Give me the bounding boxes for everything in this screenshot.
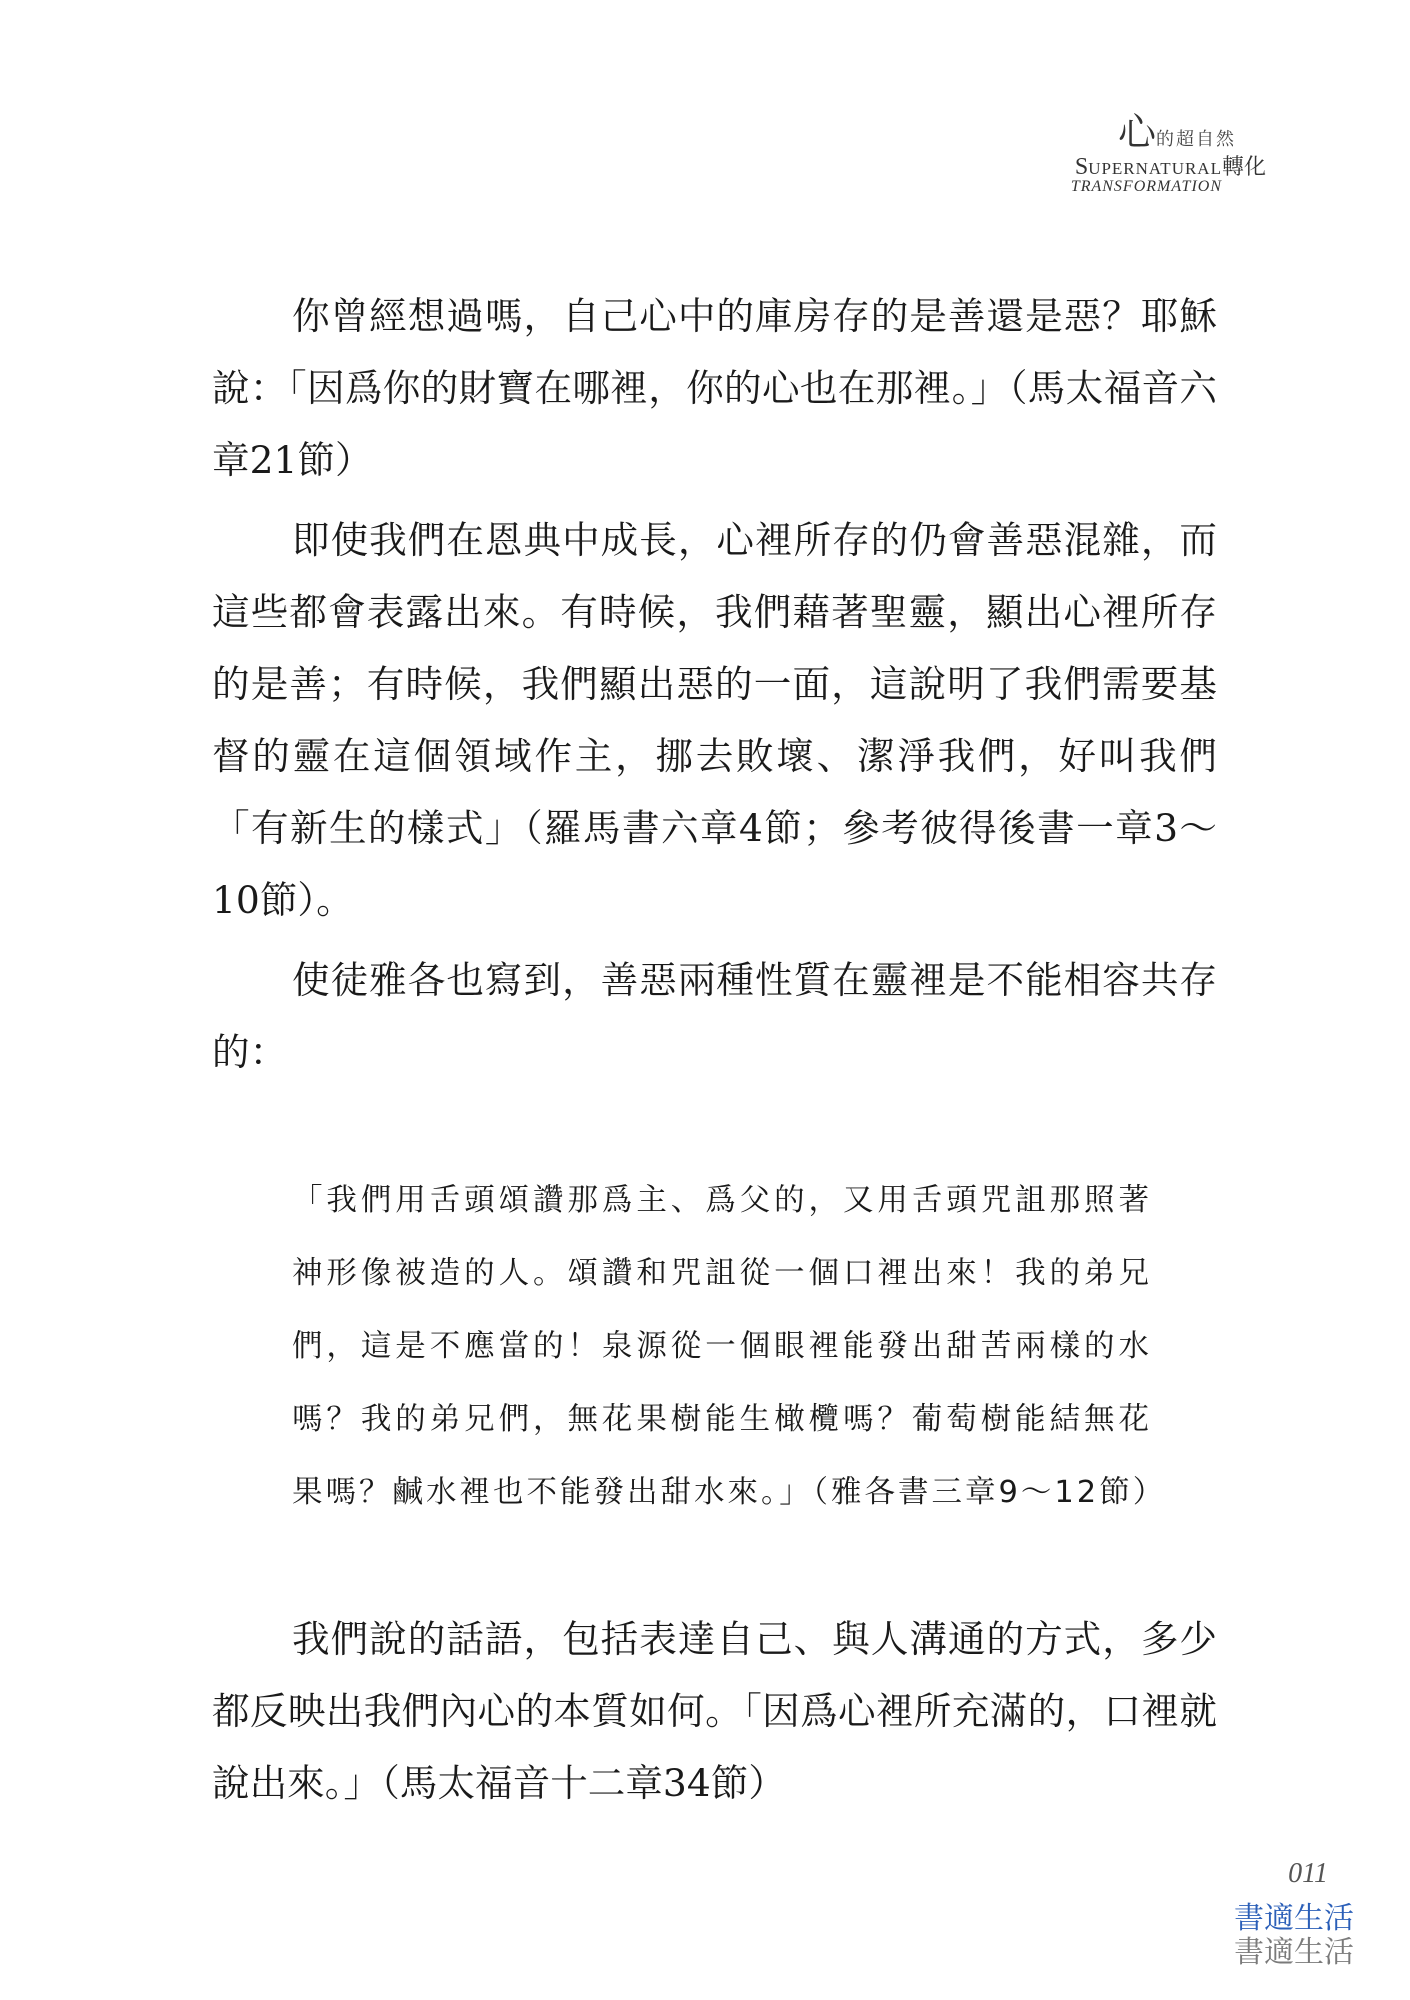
scripture-quote — [292, 1164, 1167, 1529]
page-body — [212, 280, 1217, 1819]
watermark-line-1: 書適生活 — [1234, 1901, 1354, 1936]
paragraph-1: 你曾經想過嗎，自己心中的庫房存的是善還是惡？耶穌說：「因爲你的財寶在哪裡，你的心也在那裡。」（馬太福音六章21節） — [212, 294, 1217, 482]
book-title-heart-char: 心 — [1117, 110, 1156, 154]
book-title-cn-tail: 轉化 — [1221, 154, 1266, 179]
watermark-line-2: 書適生活 — [1234, 1935, 1354, 1970]
book-title-en-subtitle: TRANSFORMATION — [1070, 178, 1222, 195]
scripture-quote-text: 「我們用舌頭頌讚那爲主、爲父的，又用舌頭咒詛那照著神形像被造的人。頌讚和咒詛從一個口裡出來！我的弟兄們，這是不應當的！泉源從一個眼裡能發出甜苦兩樣的水嗎？我的弟兄們，無花果樹能生橄欖嗎？葡萄樹能結無花果嗎？鹹水裡也不能發出甜水來。」（雅各書三章9～12節） — [292, 1183, 1167, 1510]
page-number: 011 — [1288, 1858, 1328, 1889]
book-title-cn — [1118, 112, 1236, 152]
publisher-watermark — [1234, 1902, 1354, 1970]
paragraph-3: 使徒雅各也寫到，善惡兩種性質在靈裡是不能相容共存的： — [212, 958, 1217, 1074]
book-title-en — [1075, 150, 1266, 181]
book-title-en-cap: S — [1074, 154, 1089, 180]
paragraph-4: 我們說的話語，包括表達自己、與人溝通的方式，多少都反映出我們內心的本質如何。「因爲心裡所充滿的，口裡就說出來。」（馬太福音十二章34節） — [212, 1617, 1217, 1805]
paragraph-2: 即使我們在恩典中成長，心裡所存的仍會善惡混雜，而這些都會表露出來。有時候，我們藉著聖靈，顯出心裡所存的是善；有時候，我們顯出惡的一面，這說明了我們需要基督的靈在這個領域作主，挪去敗壞、潔淨我們，好叫我們「有新生的樣式」（羅馬書六章4節；參考彼得後書一章3～10節）。 — [212, 518, 1217, 922]
book-title-en-rest: UPERNATURAL — [1088, 159, 1222, 178]
running-header — [1006, 112, 1266, 196]
book-title-cn-rest: 的超自然 — [1156, 129, 1236, 150]
